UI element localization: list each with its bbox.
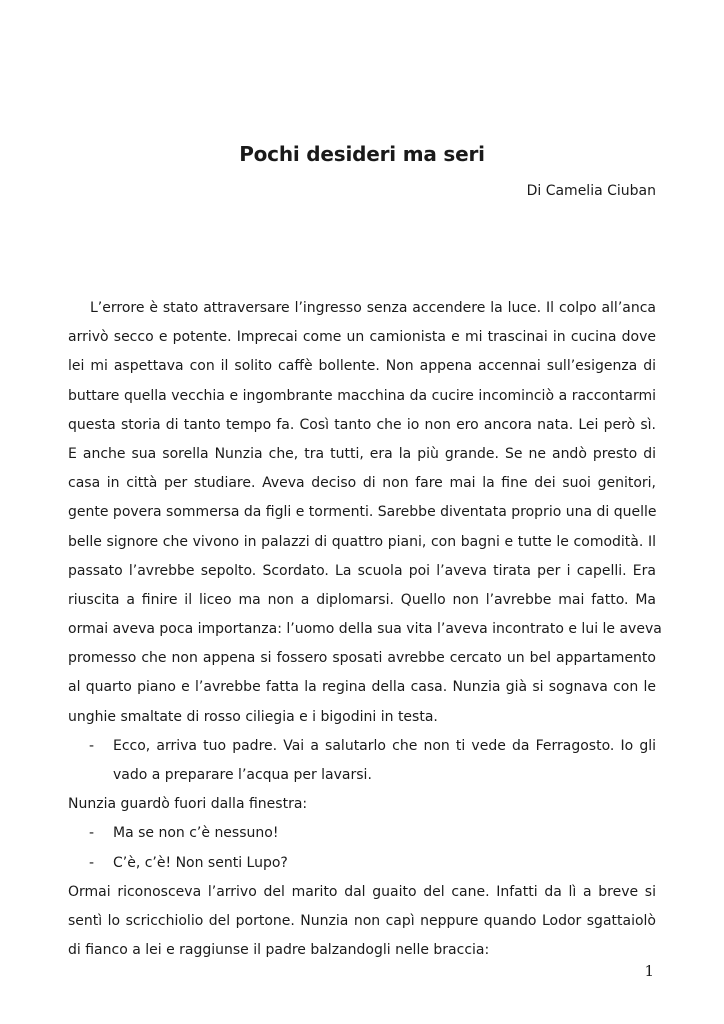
- paragraph-line: L’errore è stato attraversare l’ingresso senza accendere la luce. Il colpo all’anca: [90, 300, 656, 316]
- paragraph-line: ormai aveva poca importanza: l’uomo della sua vita l’aveva incontrato e lui le aveva: [68, 621, 662, 638]
- dialogue-text: Ecco, arriva tuo padre. Vai a salutarlo che non ti vede da Ferragosto. Io gli: [113, 737, 656, 754]
- paragraph-line: Ormai riconosceva l’arrivo del marito dal guaito del cane. Infatti da lì a breve si: [68, 883, 656, 900]
- dialogue-continuation: vado a preparare l’acqua per lavarsi.: [113, 767, 372, 783]
- dialogue-text: C’è, c’è! Non senti Lupo?: [113, 854, 288, 871]
- dialogue-line: [68, 732, 656, 761]
- paragraph-line: buttare quella vecchia e ingombrante macchina da cucire incominciò a raccontarmi: [68, 387, 656, 404]
- paragraph-line: lei mi aspettava con il solito caffè bollente. Non appena accennai sull’esigenza di: [68, 358, 656, 375]
- paragraph-line: gente povera sommersa da figli e tormenti. Sarebbe diventata proprio una di quelle: [68, 504, 657, 521]
- paragraph-line: al quarto piano e l’avrebbe fatta la regina della casa. Nunzia già si sognava con le: [68, 679, 656, 696]
- page-number: 1: [644, 962, 654, 980]
- story-body: [68, 294, 662, 965]
- paragraph-line: unghie smaltate di rosso ciliegia e i bigodini in testa.: [68, 708, 438, 725]
- paragraph-line: arrivò secco e potente. Imprecai come un camionista e mi trascinai in cucina dove: [68, 329, 656, 346]
- paragraph-line: riuscita a finire il liceo ma non a diplomarsi. Quello non l’avrebbe mai fatto. Ma: [68, 591, 656, 608]
- author-byline: Di Camelia Ciuban: [526, 183, 656, 199]
- paragraph-line: di fianco a lei e raggiunse il padre balzandogli nelle braccia:: [68, 942, 490, 959]
- paragraph-line: sentì lo scricchiolio del portone. Nunzia non capì neppure quando Lodor sgattaiolò: [68, 912, 656, 929]
- dialogue-dash: -: [89, 825, 95, 842]
- dialogue-line: [68, 819, 656, 848]
- dialogue-line: [68, 849, 656, 878]
- dialogue-dash: -: [89, 737, 95, 754]
- document-title: Pochi desideri ma seri: [239, 142, 485, 166]
- paragraph-line: questa storia di tanto tempo fa. Così tanto che io non ero ancora nata. Lei però sì.: [68, 416, 656, 433]
- paragraph-line: E anche sua sorella Nunzia che, tra tutti, era la più grande. Se ne andò presto di: [68, 445, 656, 462]
- dialogue-dash: -: [89, 854, 95, 871]
- paragraph-line: promesso che non appena si fossero sposati avrebbe cercato un bel appartamento: [68, 650, 656, 667]
- paragraph-line: passato l’avrebbe sepolto. Scordato. La scuola poi l’aveva tirata per i capelli. Era: [68, 562, 656, 579]
- paragraph-line: Nunzia guardò fuori dalla finestra:: [68, 796, 308, 813]
- dialogue-text: Ma se non c’è nessuno!: [113, 825, 279, 842]
- paragraph-line: casa in città per studiare. Aveva deciso di non fare mai la fine dei suoi genitori,: [68, 475, 656, 492]
- paragraph-line: belle signore che vivono in palazzi di quattro piani, con bagni e tutte le comodità. Il: [68, 533, 656, 550]
